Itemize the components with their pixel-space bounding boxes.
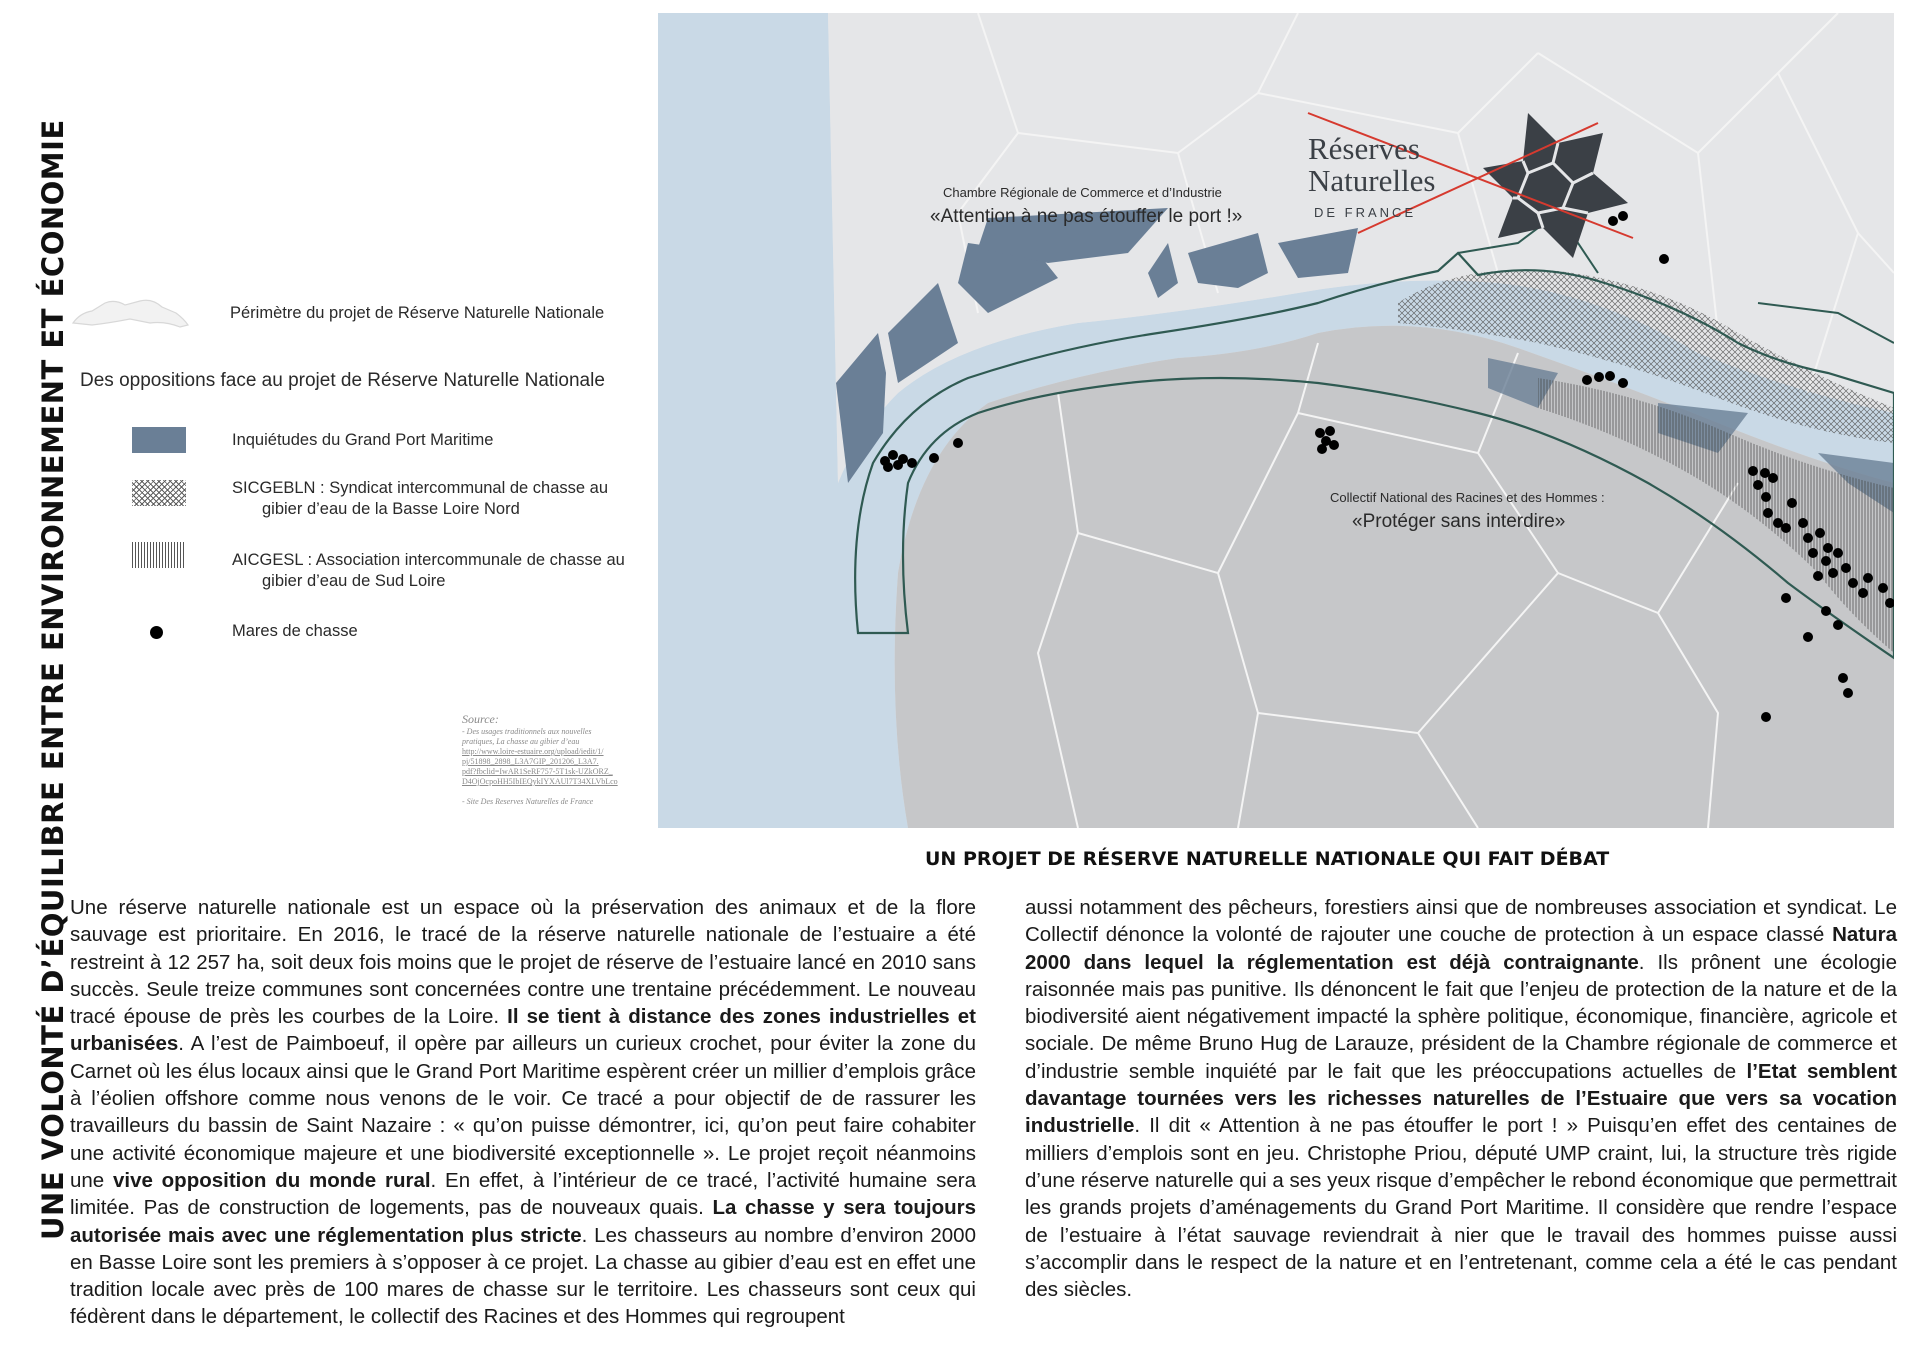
cci-quote: «Attention à ne pas étouffer le port !» bbox=[930, 206, 1243, 227]
perimeter-swatch bbox=[70, 293, 195, 333]
cci-org: Chambre Régionale de Commerce et d’Industrie bbox=[943, 185, 1222, 200]
source-link[interactable]: D4OjOcpoHH5IbIEQykIYXAUl7T34XLVbLco bbox=[462, 777, 618, 786]
map-legend bbox=[70, 285, 650, 665]
text-bold: La chasse y sera toujours autorisée mais avec une réglementation plus stricte bbox=[70, 1196, 976, 1247]
map-canvas bbox=[658, 13, 1894, 828]
legend-item-aicgesl-2: gibier d’eau de Sud Loire bbox=[262, 572, 446, 590]
source-link[interactable]: http://www.loire-estuaire.org/upload/iedit/1/ bbox=[462, 747, 604, 756]
collectif-quote: «Protéger sans interdire» bbox=[1352, 511, 1566, 532]
source-heading: Source: bbox=[462, 712, 499, 726]
map-caption: UN PROJET DE RÉSERVE NATURELLE NATIONALE QUI FAIT DÉBAT bbox=[925, 848, 1610, 870]
logo-text-3: DE FRANCE bbox=[1314, 205, 1417, 220]
legend-item-sicgebln: SICGEBLN : Syndicat intercommunal de chasse au bbox=[232, 479, 609, 497]
text-run: . Ils prônent une écologie raisonnée mais pas punitive. Ils dénoncent le fait que l’enjeu de protection de la nature et de la biodiversité aient négativement impacté la sphère politique, économique, financière, agricole et sociale. De même Bruno Hug de Larauze, président de la Chambre régionale de commerce et d’industrie semble inquiété par le fait que les préoccupations actuelles de bbox=[1025, 950, 1897, 1083]
logo-text-1: Réserves bbox=[1308, 131, 1420, 166]
vertical-title bbox=[0, 0, 70, 1357]
estuary-map bbox=[658, 13, 1894, 828]
body-text-left bbox=[70, 894, 976, 1331]
vertical-title-text: UNE VOLONTÉ D’ÉQUILIBRE ENTRE ENVIRONNEMENT ET ÉCONOMIE bbox=[36, 119, 70, 1240]
text-run: . A l’est de Paimboeuf, il opère par ailleurs un curieux crochet, pour éviter la zone du Carnet où les élus locaux ainsi que le Grand Port Maritime espèrent créer un millier d’emplois grâce à l’éolien offshore comme nous venons de le voir. Ce tracé a pour objectif de de rassurer les travailleurs du bassin de Saint Nazaire : « qu’on puisse démontrer, ici, qu’on peut faire cohabiter une activité économique majeure et une biodiversité exceptionnelle ». Le projet reçoit néanmoins une bbox=[70, 1032, 976, 1192]
text-bold: Natura 2000 dans lequel la réglementation est déjà contraignante bbox=[1025, 923, 1897, 974]
legend-item-port: Inquiétudes du Grand Port Maritime bbox=[232, 431, 494, 449]
text-run: aussi notamment des pêcheurs, forestiers ainsi que de nombreuses association et syndicat. Le Collectif dénonce la volonté de rajouter une couche de protection à un espace classé bbox=[1025, 896, 1897, 947]
body-text-right bbox=[1025, 894, 1897, 1303]
text-run: Une réserve naturelle nationale est un espace où la préservation des animaux et de la flore sauvage est prioritaire. En 2016, le tracé de la réserve naturelle nationale de l’estuaire a été restreint à 12 257 ha, soit deux fois moins que le projet de réserve de l’estuaire lancé en 2010 sans succès. Seule treize communes sont concernées contre une trentaine précédemment. Le nouveau tracé épouse de près les courbes de la Loire. bbox=[70, 896, 976, 1029]
source-link[interactable]: pdf?fbclid=IwAR1SeRF757-5T1sk-UZkORZ_ bbox=[462, 767, 613, 776]
legend-item-ponds: Mares de chasse bbox=[232, 622, 358, 640]
aicgesl-swatch bbox=[132, 542, 186, 568]
legend-heading: Des oppositions face au projet de Réserve Naturelle Nationale bbox=[80, 370, 605, 391]
collectif-org: Collectif National des Racines et des Hommes : bbox=[1330, 490, 1605, 505]
text-run: . En effet, à l’intérieur de ce tracé, l’activité humaine sera limitée. Pas de construction de logements, pas de nouveaux quais. bbox=[70, 1168, 976, 1220]
text-run: . Les chasseurs au nombre d’environ 2000 en Basse Loire sont les premiers à s’opposer à ce projet. La chasse au gibier d’eau est en effet une tradition locale avec près de 100 mares de chasse sur le territoire. Les chasseurs sont ceux qui fédèrent dans le département, le collectif des Racines et des Hommes qui regroupent bbox=[70, 1223, 976, 1329]
hunting-pond-marker bbox=[150, 626, 163, 639]
source-note bbox=[462, 712, 662, 807]
source-line: - Site Des Reserves Naturelles de France bbox=[462, 797, 594, 806]
port-swatch bbox=[132, 427, 186, 453]
text-bold: vive opposition du monde rural bbox=[112, 1168, 431, 1192]
logo-text-2: Naturelles bbox=[1308, 163, 1436, 198]
source-link[interactable]: pj/51898_2898_L3A7GIP_201206_L3A7. bbox=[462, 757, 599, 766]
text-run: . Il dit « Attention à ne pas étouffer le port ! » Puisqu’en effet des centaines de milliers d’emplois sont en jeu. Christophe Priou, député UMP craint, lui, la structure très rigide d’une réserve naturelle qui a ses yeux risque d’empêcher le rebond économique que permettrait les grands projets d’aménagements du Grand Port Maritime. Il considère que rendre l’espace de l’estuaire à l’état sauvage reviendrait à nier que le travail des hommes puisse aussi s’accomplir dans le respect de la nature et en l’entretenant, comme cela a été le cas pendant des siècles. bbox=[1025, 1114, 1897, 1302]
text-bold: Il se tient à distance des zones industrielles et urbanisées bbox=[70, 1005, 976, 1056]
source-line: pratiques, La chasse au gibier d’eau bbox=[462, 737, 580, 746]
legend-item-sicgebln-2: gibier d’eau de la Basse Loire Nord bbox=[262, 500, 520, 518]
legend-perimeter-label: Périmètre du projet de Réserve Naturelle Nationale bbox=[230, 304, 605, 322]
sicgebln-swatch bbox=[132, 480, 186, 506]
text-bold: l’Etat semblent davantage tournées vers les richesses naturelles de l’Estuaire que vers sa vocation industrielle bbox=[1025, 1059, 1898, 1138]
legend-item-aicgesl: AICGESL : Association intercommunale de chasse au bbox=[232, 551, 625, 569]
source-line: - Des usages traditionnels aux nouvelles bbox=[462, 727, 592, 736]
